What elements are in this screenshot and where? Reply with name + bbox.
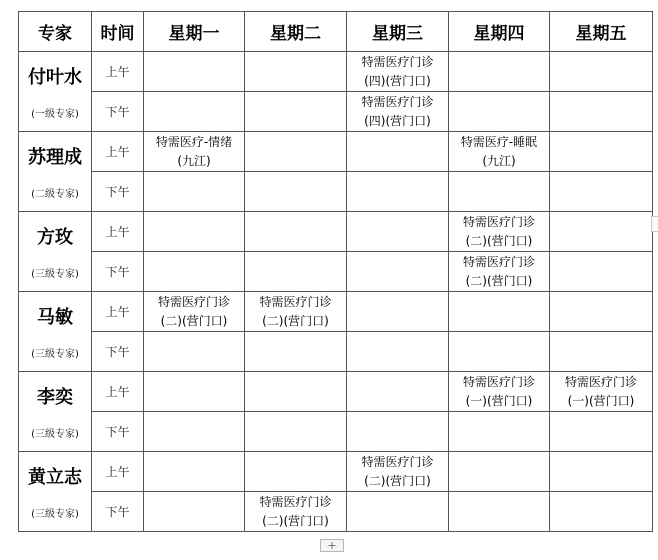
slot-friday-pm[interactable] — [550, 172, 653, 212]
slot-wednesday-am[interactable] — [347, 372, 449, 412]
clinic-type: 特需医疗-情绪 — [155, 134, 233, 149]
clinic-type: 特需医疗门诊 — [361, 454, 434, 469]
doctor-cell — [19, 132, 92, 212]
clinic-location: (二)(营门口) — [465, 233, 533, 248]
slot-friday-am[interactable] — [550, 212, 653, 252]
slot-monday-am[interactable] — [144, 292, 245, 332]
header-friday: 星期五 — [550, 12, 653, 52]
slot-thursday-am[interactable] — [449, 52, 550, 92]
doctor-level: (三级专家) — [31, 269, 79, 280]
doctor-level: (三级专家) — [31, 509, 79, 520]
slot-thursday-am[interactable] — [449, 132, 550, 172]
doctor-level: (三级专家) — [31, 429, 79, 440]
header-row — [19, 12, 653, 52]
slot-wednesday-pm[interactable] — [347, 332, 449, 372]
schedule-row — [19, 332, 653, 372]
clinic-type: 特需医疗门诊 — [361, 94, 434, 109]
slot-friday-am[interactable] — [550, 452, 653, 492]
doctor-level: (二级专家) — [31, 189, 79, 200]
doctor-level: (三级专家) — [31, 349, 79, 360]
clinic-location: (一)(营门口) — [567, 393, 635, 408]
slot-tuesday-pm[interactable] — [245, 412, 347, 452]
doctor-name: 黄立志 — [28, 467, 82, 488]
slot-wednesday-pm[interactable] — [347, 252, 449, 292]
slot-wednesday-am[interactable] — [347, 52, 449, 92]
time-am: 上午 — [92, 212, 144, 252]
slot-wednesday-am[interactable] — [347, 452, 449, 492]
schedule-row — [19, 92, 653, 132]
time-pm: 下午 — [92, 172, 144, 212]
clinic-location: (二)(营门口) — [364, 473, 431, 488]
schedule-row — [19, 372, 653, 412]
schedule-row — [19, 212, 653, 252]
schedule-row — [19, 292, 653, 332]
time-am: 上午 — [92, 372, 144, 412]
slot-friday-pm[interactable] — [550, 492, 653, 532]
time-pm: 下午 — [92, 332, 144, 372]
slot-tuesday-pm[interactable] — [245, 92, 347, 132]
slot-tuesday-am[interactable] — [245, 292, 347, 332]
expert-schedule-table — [18, 11, 653, 532]
header-monday: 星期一 — [144, 12, 245, 52]
header-time: 时间 — [92, 12, 144, 52]
slot-tuesday-pm[interactable] — [245, 252, 347, 292]
slot-friday-am[interactable] — [550, 372, 653, 412]
doctor-level: (一级专家) — [31, 109, 79, 120]
slot-wednesday-am[interactable] — [347, 292, 449, 332]
header-expert: 专家 — [19, 12, 92, 52]
doctor-cell — [19, 372, 92, 452]
slot-tuesday-am[interactable] — [245, 452, 347, 492]
clinic-location: (四)(营门口) — [364, 113, 431, 128]
doctor-name: 李奕 — [37, 387, 73, 408]
slot-tuesday-am[interactable] — [245, 372, 347, 412]
doctor-cell — [19, 292, 92, 372]
time-pm: 下午 — [92, 412, 144, 452]
slot-friday-pm[interactable] — [550, 332, 653, 372]
slot-monday-am[interactable] — [144, 452, 245, 492]
slot-tuesday-am[interactable] — [245, 212, 347, 252]
slot-wednesday-pm[interactable] — [347, 172, 449, 212]
table-add-row-handle[interactable]: + — [320, 539, 344, 552]
slot-friday-am[interactable] — [550, 52, 653, 92]
slot-wednesday-am[interactable] — [347, 212, 449, 252]
header-tuesday: 星期二 — [245, 12, 347, 52]
time-am: 上午 — [92, 132, 144, 172]
table-resize-handle[interactable] — [651, 216, 658, 232]
clinic-type: 特需医疗门诊 — [157, 294, 230, 309]
slot-monday-pm[interactable] — [144, 332, 245, 372]
slot-monday-pm[interactable] — [144, 92, 245, 132]
slot-wednesday-pm[interactable] — [347, 492, 449, 532]
doctor-cell — [19, 452, 92, 532]
clinic-location: (一)(营门口) — [465, 393, 533, 408]
slot-friday-pm[interactable] — [550, 92, 653, 132]
doctor-name: 苏理成 — [28, 147, 82, 168]
clinic-location: (九江) — [482, 153, 516, 168]
clinic-location: (九江) — [177, 153, 211, 168]
clinic-type: 特需医疗门诊 — [259, 494, 332, 509]
schedule-row — [19, 172, 653, 212]
time-am: 上午 — [92, 52, 144, 92]
header-thursday: 星期四 — [449, 12, 550, 52]
slot-thursday-pm[interactable] — [449, 92, 550, 132]
clinic-type: 特需医疗门诊 — [259, 294, 332, 309]
slot-thursday-pm[interactable] — [449, 492, 550, 532]
schedule-row — [19, 412, 653, 452]
slot-monday-am[interactable] — [144, 212, 245, 252]
clinic-type: 特需医疗-睡眠 — [460, 134, 538, 149]
time-am: 上午 — [92, 452, 144, 492]
schedule-body — [19, 52, 653, 532]
clinic-location: (二)(营门口) — [262, 313, 329, 328]
slot-monday-pm[interactable] — [144, 252, 245, 292]
slot-thursday-pm[interactable] — [449, 172, 550, 212]
slot-thursday-pm[interactable] — [449, 412, 550, 452]
schedule-row — [19, 132, 653, 172]
slot-monday-pm[interactable] — [144, 412, 245, 452]
clinic-type: 特需医疗门诊 — [462, 254, 535, 269]
time-pm: 下午 — [92, 492, 144, 532]
doctor-name: 马敏 — [37, 307, 73, 328]
doctor-name: 方玫 — [37, 227, 73, 248]
doctor-name: 付叶水 — [28, 67, 82, 88]
slot-thursday-am[interactable] — [449, 452, 550, 492]
doctor-cell — [19, 212, 92, 292]
slot-monday-am[interactable] — [144, 372, 245, 412]
slot-monday-am[interactable] — [144, 52, 245, 92]
clinic-type: 特需医疗门诊 — [462, 374, 535, 389]
slot-thursday-am[interactable] — [449, 372, 550, 412]
time-pm: 下午 — [92, 252, 144, 292]
slot-thursday-am[interactable] — [449, 212, 550, 252]
slot-monday-am[interactable] — [144, 132, 245, 172]
clinic-location: (二)(营门口) — [262, 513, 329, 528]
clinic-type: 特需医疗门诊 — [462, 214, 535, 229]
slot-tuesday-am[interactable] — [245, 52, 347, 92]
slot-thursday-pm[interactable] — [449, 332, 550, 372]
slot-tuesday-pm[interactable] — [245, 332, 347, 372]
slot-tuesday-pm[interactable] — [245, 492, 347, 532]
slot-friday-pm[interactable] — [550, 412, 653, 452]
slot-tuesday-pm[interactable] — [245, 172, 347, 212]
slot-thursday-am[interactable] — [449, 292, 550, 332]
schedule-row — [19, 452, 653, 492]
clinic-location: (二)(营门口) — [160, 313, 228, 328]
time-am: 上午 — [92, 292, 144, 332]
schedule-row — [19, 52, 653, 92]
slot-wednesday-pm[interactable] — [347, 92, 449, 132]
clinic-type: 特需医疗门诊 — [564, 374, 637, 389]
slot-tuesday-am[interactable] — [245, 132, 347, 172]
clinic-location: (二)(营门口) — [465, 273, 533, 288]
slot-thursday-pm[interactable] — [449, 252, 550, 292]
slot-friday-pm[interactable] — [550, 252, 653, 292]
header-wednesday: 星期三 — [347, 12, 449, 52]
time-pm: 下午 — [92, 92, 144, 132]
clinic-location: (四)(营门口) — [364, 73, 431, 88]
doctor-cell — [19, 52, 92, 132]
slot-monday-pm[interactable] — [144, 492, 245, 532]
slot-friday-am[interactable] — [550, 132, 653, 172]
slot-monday-pm[interactable] — [144, 172, 245, 212]
slot-wednesday-pm[interactable] — [347, 412, 449, 452]
schedule-row — [19, 252, 653, 292]
clinic-type: 特需医疗门诊 — [361, 54, 434, 69]
schedule-row — [19, 492, 653, 532]
slot-friday-am[interactable] — [550, 292, 653, 332]
slot-wednesday-am[interactable] — [347, 132, 449, 172]
